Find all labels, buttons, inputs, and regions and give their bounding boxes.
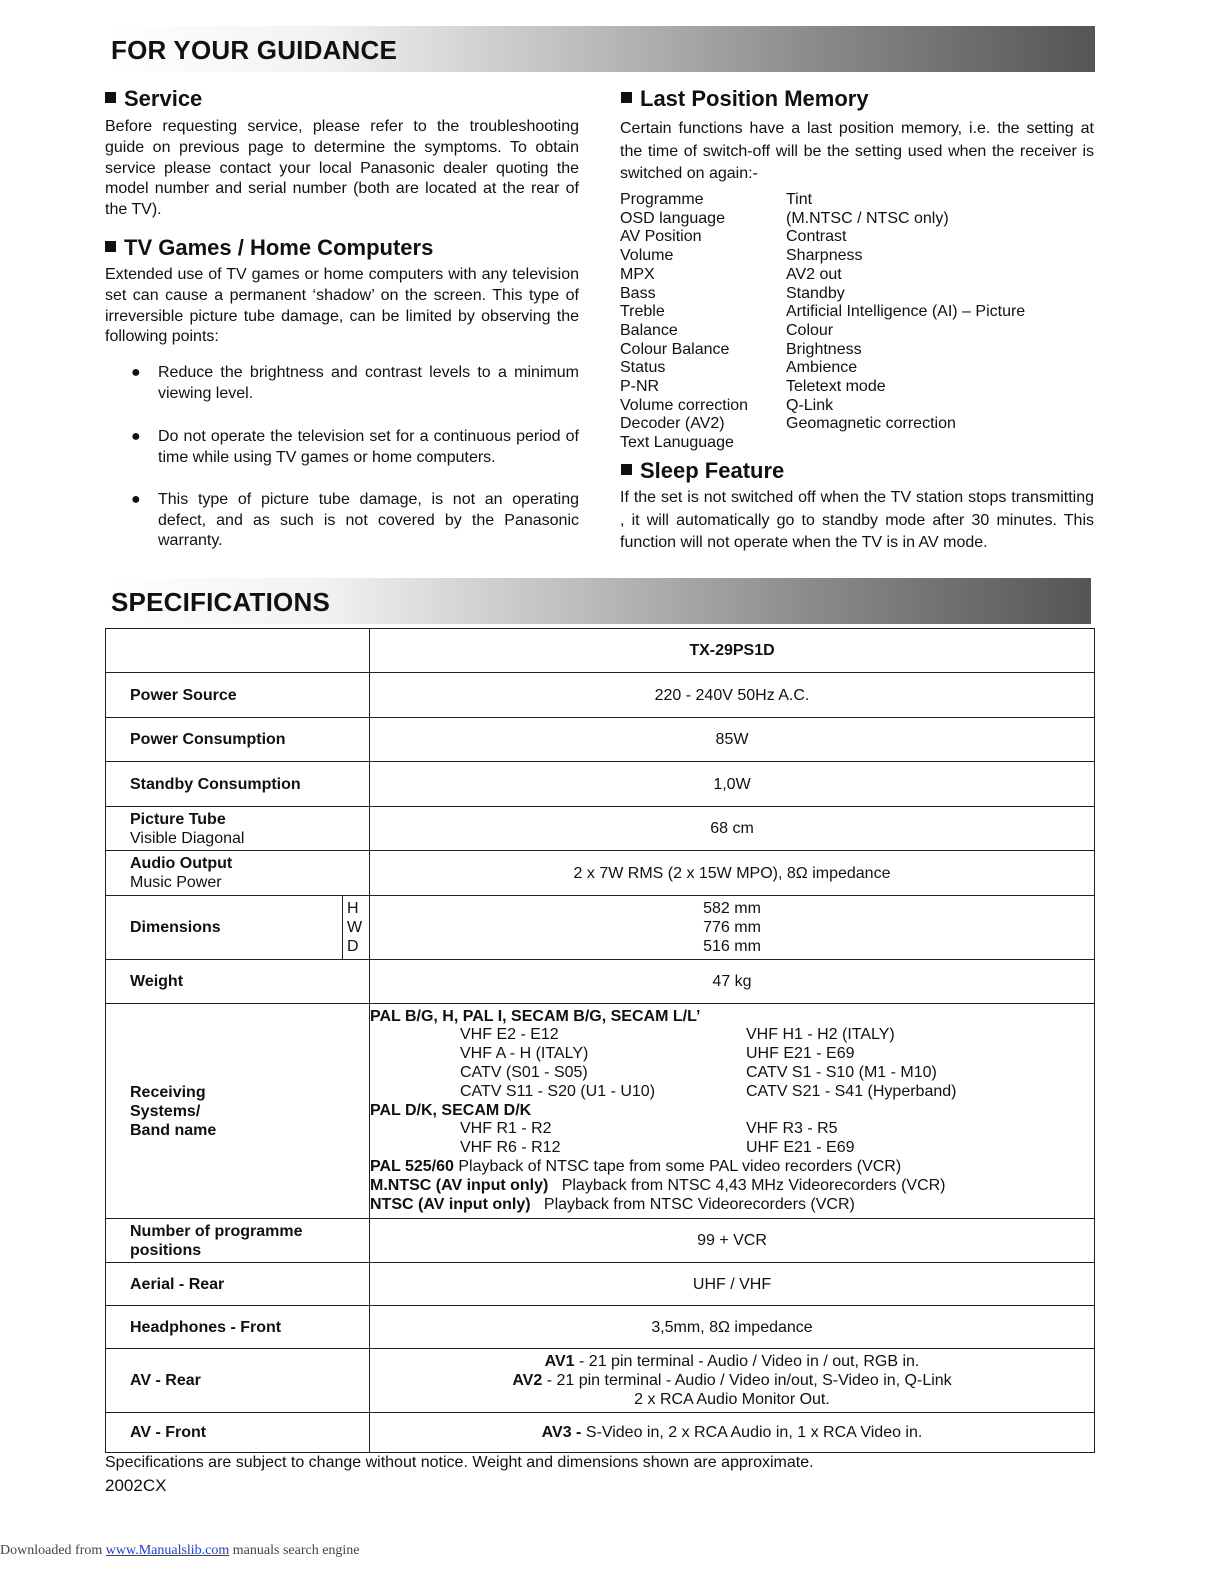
memory-list-col1 <box>620 191 748 453</box>
model-number: TX-29PS1D <box>370 629 1095 673</box>
tvgames-text: Extended use of TV games or home computers with any television set can cause a permanent ‘shadow’ on the screen. This type of irreversible picture tube damage, can be limited by observing the following points: <box>105 266 579 346</box>
headphones-value: 3,5mm, 8Ω impedance <box>370 1306 1095 1349</box>
memory-item: Sharpness <box>786 247 863 265</box>
memory-item: Status <box>620 359 666 377</box>
receiving-bands <box>370 1004 1095 1219</box>
sleep-text: If the set is not switched off when the TV station stops transmitting , it will automatically go to standby mode after 30 minutes. This function will not operate when the TV is in AV mode. <box>620 489 1094 551</box>
memory-item: Decoder (AV2) <box>620 415 725 433</box>
tube-value: 68 cm <box>370 807 1095 851</box>
table-row <box>106 1004 1095 1219</box>
table-row <box>106 851 1095 896</box>
weight-value: 47 kg <box>370 960 1095 1004</box>
table-row <box>106 1219 1095 1263</box>
table-row <box>106 896 1095 960</box>
table-row <box>106 718 1095 762</box>
dimensions-values: 582 mm 776 mm 516 mm <box>370 896 1095 960</box>
receiving-label: Receiving Systems/ Band name <box>106 1004 370 1219</box>
audio-label: Audio Output Music Power <box>106 851 370 896</box>
memory-item: Treble <box>620 303 665 321</box>
memory-item: Tint <box>786 191 813 208</box>
square-bullet-icon <box>621 92 632 103</box>
power-consumption-value: 85W <box>370 718 1095 762</box>
ntsc-line: NTSC (AV input only) Playback from NTSC Videorecorders (VCR) <box>370 1195 855 1213</box>
memory-item: Volume correction <box>620 396 749 414</box>
table-row <box>106 1413 1095 1453</box>
memory-item: Programme <box>620 191 704 208</box>
programmes-label: Number of programme positions <box>106 1219 370 1263</box>
square-bullet-icon <box>621 464 632 475</box>
memory-item: Geomagnetic correction <box>786 415 956 433</box>
memory-item: Q-Link <box>786 396 834 414</box>
memory-item: Balance <box>620 321 678 339</box>
av-front-value: AV3 - S-Video in, 2 x RCA Audio in, 1 x RCA Video in. <box>370 1413 1095 1453</box>
table-row <box>106 807 1095 851</box>
bullet-dot-icon: ● <box>131 364 141 381</box>
bullet-dot-icon: ● <box>131 491 141 508</box>
service-heading: Service <box>105 86 202 112</box>
band-row: VHF A - H (ITALY) UHF E21 - E69 <box>460 1045 855 1063</box>
headphones-label: Headphones - Front <box>106 1306 370 1349</box>
audio-value: 2 x 7W RMS (2 x 15W MPO), 8Ω impedance <box>370 851 1095 896</box>
bullet-dot-icon: ● <box>131 428 141 445</box>
service-text: Before requesting service, please refer to the troubleshooting guide on previous page to determine the symptoms. To obtain service please contact your local Panasonic dealer quoting the model number and serial number (both are located at the rear of the TV). <box>105 118 579 219</box>
band-row: CATV (S01 - S05) CATV S1 - S10 (M1 - M10) <box>460 1064 937 1081</box>
square-bullet-icon <box>105 92 116 103</box>
manualslib-link[interactable]: www.Manualslib.com <box>105 1543 230 1558</box>
bullet-item: ● Reduce the brightness and contrast levels to a minimum viewing level. <box>131 364 579 402</box>
spec-table <box>105 628 1095 1453</box>
download-footer: Downloaded from www.Manualslib.com manuals search engine <box>0 1543 360 1558</box>
memory-item: Teletext mode <box>786 378 886 396</box>
memory-item: Bass <box>620 284 656 302</box>
memory-list-col2 <box>786 191 1025 434</box>
bullet-item: ● This type of picture tube damage, is not an operating defect, and as such is not covered by the Panasonic warranty. <box>131 491 579 549</box>
guidance-banner <box>105 26 1095 72</box>
table-row <box>106 1263 1095 1306</box>
dimensions-label: Dimensions <box>106 896 343 960</box>
dimensions-axes: H W D <box>343 896 370 960</box>
band-row: VHF R6 - R12 UHF E21 - E69 <box>460 1139 855 1157</box>
weight-label: Weight <box>106 960 370 1004</box>
memory-item: Colour Balance <box>620 340 730 358</box>
header-empty-cell <box>106 629 370 673</box>
aerial-value: UHF / VHF <box>370 1263 1095 1306</box>
table-row <box>106 1349 1095 1413</box>
table-row <box>106 629 1095 673</box>
table-row <box>106 960 1095 1004</box>
memory-item: Brightness <box>786 340 862 358</box>
table-row <box>106 762 1095 807</box>
power-source-value: 220 - 240V 50Hz A.C. <box>370 673 1095 718</box>
memory-item: Colour <box>786 321 834 339</box>
memory-item: AV Position <box>620 228 702 246</box>
pal525-line: PAL 525/60 Playback of NTSC tape from some PAL video recorders (VCR) <box>370 1157 902 1175</box>
specs-banner <box>105 578 1091 624</box>
memory-heading: Last Position Memory <box>621 86 869 112</box>
memory-item: Artificial Intelligence (AI) – Picture <box>786 303 1026 321</box>
tvgames-heading: TV Games / Home Computers <box>105 235 433 261</box>
av-front-label: AV - Front <box>106 1413 370 1453</box>
memory-item: (M.NTSC / NTSC only) <box>786 209 949 227</box>
av-rear-value: AV1 - 21 pin terminal - Audio / Video in / out, RGB in. AV2 - 21 pin terminal - Audio / Video in/out, S-Video in, Q-Link 2 x RCA Audio Monitor Out. <box>370 1349 1095 1413</box>
specs-title: SPECIFICATIONS <box>111 587 331 617</box>
memory-item: OSD language <box>620 209 725 227</box>
memory-item: P-NR <box>620 378 660 396</box>
guidance-title: FOR YOUR GUIDANCE <box>111 35 398 65</box>
bullet-item: ● Do not operate the television set for a continuous period of time while using TV games or home computers. <box>131 428 579 466</box>
band-row: VHF E2 - E12 VHF H1 - H2 (ITALY) <box>460 1026 895 1044</box>
memory-text: Certain functions have a last position memory, i.e. the setting at the time of switch-off will be the setting used when the receiver is switched on again:- <box>620 120 1094 182</box>
band-row: CATV S11 - S20 (U1 - U10) CATV S21 - S41 (Hyperband) <box>460 1082 957 1100</box>
tube-label: Picture Tube Visible Diagonal <box>106 807 370 851</box>
memory-item: Volume <box>620 247 674 265</box>
power-source-label: Power Source <box>106 673 370 718</box>
memory-item: MPX <box>620 265 655 283</box>
band-group-title: PAL B/G, H, PAL I, SECAM B/G, SECAM L/L’ <box>370 1007 701 1025</box>
power-consumption-label: Power Consumption <box>106 718 370 762</box>
square-bullet-icon <box>105 241 116 252</box>
memory-item: Ambience <box>786 359 858 377</box>
table-row <box>106 673 1095 718</box>
memory-item: AV2 out <box>786 265 842 283</box>
av-rear-label: AV - Rear <box>106 1349 370 1413</box>
aerial-label: Aerial - Rear <box>106 1263 370 1306</box>
memory-item: Standby <box>786 284 845 302</box>
table-row <box>106 1306 1095 1349</box>
document-code: 2002CX <box>105 1476 167 1495</box>
standby-label: Standby Consumption <box>106 762 370 807</box>
memory-item: Text Lanuguage <box>620 434 734 452</box>
mntsc-line: M.NTSC (AV input only) Playback from NTSC 4,43 MHz Videorecorders (VCR) <box>370 1176 946 1194</box>
band-row: VHF R1 - R2 VHF R3 - R5 <box>460 1120 838 1138</box>
band-group-title: PAL D/K, SECAM D/K <box>370 1101 532 1119</box>
sleep-heading: Sleep Feature <box>621 458 784 484</box>
memory-item: Contrast <box>786 228 847 246</box>
specs-note: Specifications are subject to change without notice. Weight and dimensions shown are approximate. <box>105 1454 814 1471</box>
programmes-value: 99 + VCR <box>370 1219 1095 1263</box>
standby-value: 1,0W <box>370 762 1095 807</box>
